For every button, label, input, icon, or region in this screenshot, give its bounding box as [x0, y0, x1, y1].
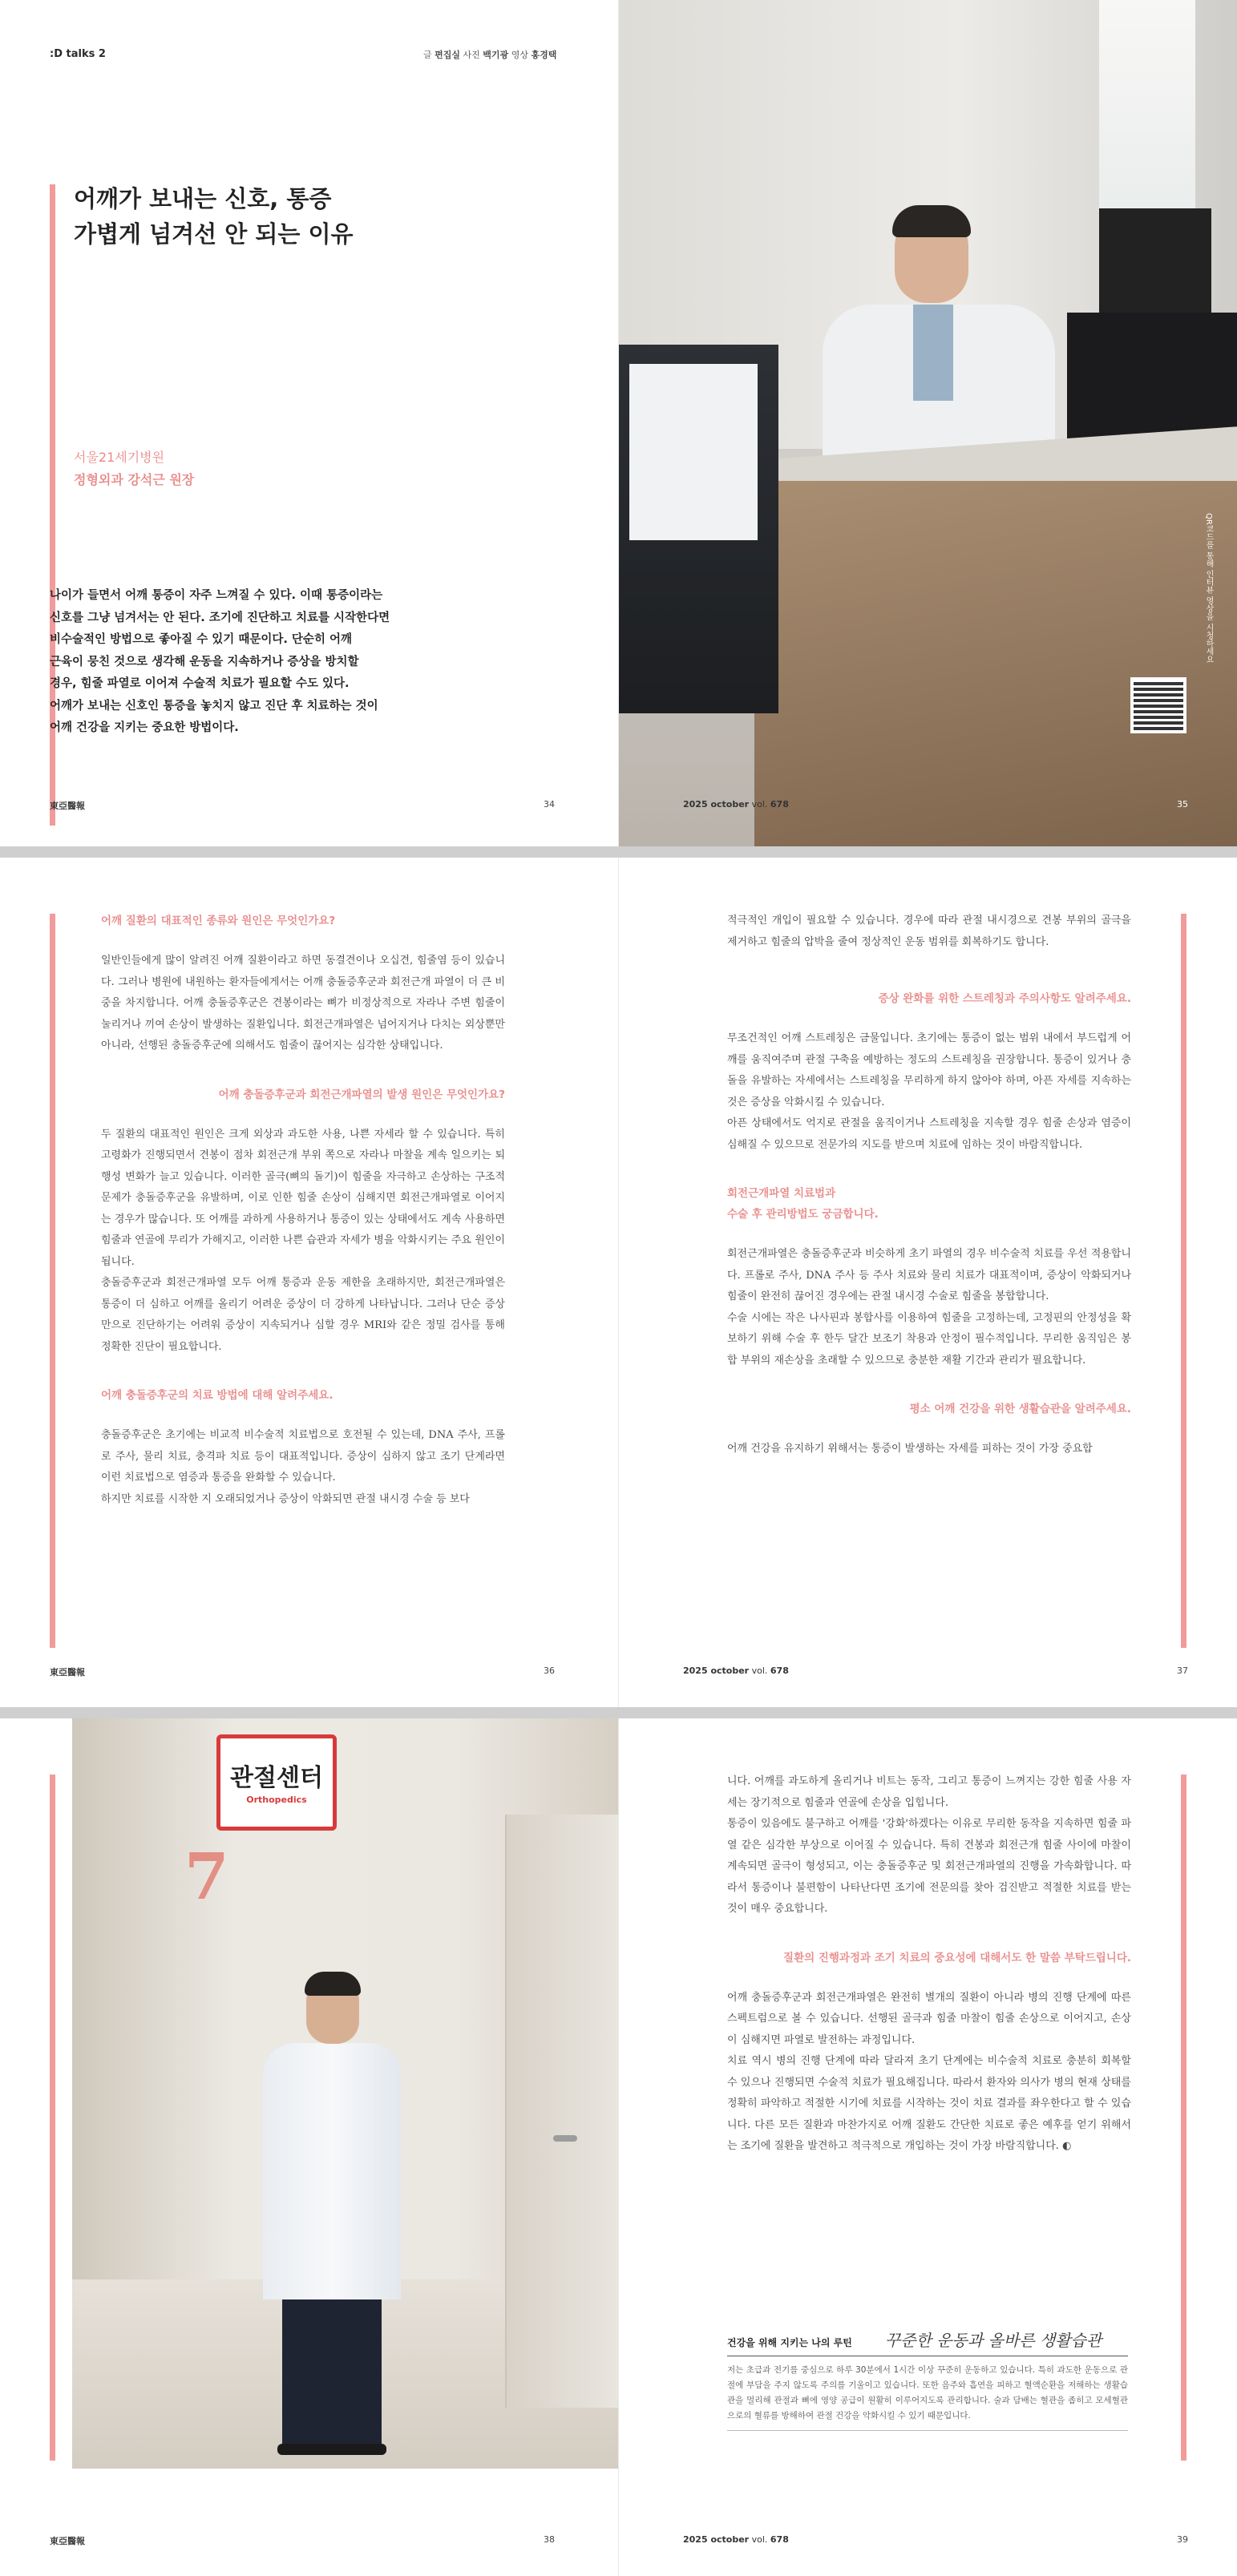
- routine-rule-bottom: [727, 2430, 1128, 2431]
- question-heading: 평소 어깨 건강을 위한 생활습관을 알려주세요.: [909, 1403, 1131, 1415]
- sign-english: Orthopedics: [246, 1795, 307, 1805]
- question-heading: 증상 완화를 위한 스트레칭과 주의사항도 알려주세요.: [878, 992, 1131, 1005]
- photo-doctor-shoes: [277, 2444, 386, 2455]
- writer: 편집실: [435, 50, 461, 60]
- folio-left: 東亞醫報: [50, 801, 85, 811]
- answer-paragraph: 회전근개파열은 충돌증후군과 비슷하게 초기 파열의 경우 비수술적 치료를 우선 적용합니다. 프롤로 주사, DNA 주사 등 주사 치료와 물리 치료가 대표적이며, 증상이 악화되거나 힘줄이 완전히 끊어진 경우에는 관절 내시경 수술로 힘줄을 봉합합니다.: [727, 1248, 1131, 1302]
- answer-text: 치료 역시 병의 진행 단계에 따라 달라져 초기 단계에는 비수술적 치료로 충분히 회복할 수 있으나 진행되면 수술적 치료가 필요해집니다. 따라서 환자와 의사가 병의 현재 상태를 정확히 파악하고 적절한 시기에 치료를 시작하는 것이 치료 결과를 좌우한다고 할 수 있습니다. 다른 모든 질환과 마찬가지로 어깨 질환도 간단한 치료로 좋은 예후를 얻기 위해서는 조기에 질환을 발견하고 적극적으로 개입하는 것이 가장 바람직합니다.: [727, 2055, 1131, 2152]
- wall-number: 7: [184, 1839, 229, 1914]
- question-heading: 어깨 충돌증후군과 회전근개파열의 발생 원인은 무엇인가요?: [218, 1088, 505, 1101]
- vol-label: vol.: [751, 2534, 768, 2545]
- photo-door: [505, 1815, 619, 2408]
- left-accent-bar: [50, 1775, 55, 2461]
- spread-pages-38-39: [0, 1718, 1237, 2576]
- doctor-hallway-photo: [72, 1718, 619, 2469]
- vol-label: vol.: [751, 799, 768, 810]
- qr-code-icon[interactable]: [1130, 677, 1186, 733]
- right-accent-bar: [1181, 914, 1186, 1648]
- orthopedics-sign: [216, 1734, 337, 1831]
- issue-date: 2025 october: [683, 1666, 750, 1676]
- lead-paragraph: [50, 585, 418, 740]
- page-number-left: 36: [544, 1666, 555, 1676]
- right-column: [727, 910, 1131, 1460]
- photographer: 백기광: [483, 50, 509, 60]
- sign-korean: 관절센터: [230, 1764, 323, 1792]
- answer-paragraph: 일반인들에게 많이 알려진 어깨 질환이라고 하면 동결견이나 오십견, 힘줄염 등이 있습니다. 그러나 병원에 내원하는 환자들에게서는 어깨 충돌증후군과 회전근개 파열이 더 큰 비중을 차지합니다. 어깨 충돌증후군은 견봉이라는 뼈가 비정상적으로 자라나 주변 힘줄이 눌리거나 끼여 손상이 발생하는 질환입니다. 회전근개파열은 넘어지거나 다치는 외상뿐만 아니라, 선행된 충돌증후군에 의해서도 힘줄이 끊어지는 심각한 상태입니다.: [101, 955, 505, 1052]
- qr-pattern: [1134, 680, 1183, 730]
- photo-monitor-screen: [629, 364, 758, 540]
- answer-paragraph: 수술 시에는 작은 나사핀과 봉합사를 이용하여 힘줄을 고정하는데, 고정핀의 안정성을 확보하기 위해 수술 후 한두 달간 보조기 착용과 안정이 필수적입니다. 무리한 움직임은 봉합 부위의 재손상을 초래할 수 있으므로 충분한 재활 기간과 관리가 필요합니다.: [727, 1311, 1131, 1367]
- answer-paragraph: 어깨 충돌증후군과 회전근개파열은 완전히 별개의 질환이 아니라 병의 진행 단계에 따른 스펙트럼으로 볼 수 있습니다. 선행된 골극과 힘줄 마찰이 힘줄 손상으로 이어지고, 손상이 심해지면 파열로 발전하는 과정입니다.: [727, 1991, 1131, 2046]
- vol-number: 678: [770, 799, 789, 810]
- credits: [423, 48, 556, 61]
- lead-line: 어깨 건강을 지키는 중요한 방법이다.: [50, 721, 239, 734]
- lead-line: 나이가 들면서 어깨 통증이 자주 느껴질 수 있다. 이때 통증이라는: [50, 589, 383, 602]
- folio-left: 東亞醫報: [50, 1667, 85, 1678]
- gutter: [618, 0, 619, 846]
- right-column: [727, 1771, 1131, 2158]
- folio-left: 東亞醫報: [50, 2536, 85, 2546]
- lead-line: 신호를 그냥 넘겨서는 안 된다. 조기에 진단하고 치료를 시작한다면: [50, 611, 390, 624]
- photo-door-handle: [553, 2135, 577, 2142]
- gutter: [618, 858, 619, 1707]
- question-line: 수술 후 관리방법도 궁금합니다.: [727, 1208, 879, 1221]
- photo-doctor-shirt: [913, 305, 953, 401]
- issue-date: 2025 october: [683, 799, 750, 810]
- answer-paragraph: 니다. 어깨를 과도하게 올리거나 비트는 동작, 그리고 통증이 느껴지는 강한 힘줄 사용 자세는 장기적으로 힘줄과 연골에 손상을 입힙니다.: [727, 1775, 1131, 1809]
- routine-body: 저는 초급과 전기를 중심으로 하루 30분에서 1시간 이상 꾸준히 운동하고 있습니다. 특히 과도한 운동으로 관절에 부담을 주지 않도록 주의를 기울이고 있습니다. 또한 음주와 흡연을 피하고 혈액순환을 저해하는 생활습관을 멀리해 관절과 뼈에 영양 공급이 원활히 이루어지도록 관리합니다. 술과 담배는 혈관을 좁히고 모세혈관으로의 혈류를 방해하여 관절 건강을 악화시킬 수 있기 때문입니다.: [727, 2365, 1128, 2421]
- right-accent-bar: [1181, 1775, 1186, 2461]
- routine-label: 건강을 위해 지키는 나의 루틴: [727, 2337, 852, 2348]
- photo-doctor-hair: [892, 205, 971, 237]
- title-line-2: 가볍게 넘겨선 안 되는 이유: [74, 220, 354, 248]
- answer-paragraph: 하지만 치료를 시작한 지 오래되었거나 증상이 악화되면 관절 내시경 수술 등 보다: [101, 1492, 470, 1505]
- lead-line: 비수술적인 방법으로 좋아질 수 있기 때문이다. 단순히 어깨: [50, 633, 353, 646]
- photo-desk: [751, 481, 1237, 846]
- lead-line: 근육이 뭉친 것으로 생각해 운동을 지속하거나 증상을 방치할: [50, 655, 359, 668]
- photo-doctor-legs: [282, 2295, 382, 2448]
- answer-paragraph: 두 질환의 대표적인 원인은 크게 외상과 과도한 사용, 나쁜 자세라 할 수 있습니다. 특히 고령화가 진행되면서 견봉이 점차 회전근개 부위 쪽으로 자라나 마찰을 계속 일으키는 퇴행성 변화가 늘고 있습니다. 이러한 골극(뼈의 돌기)이 힘줄을 자극하고 손상하는 구조적 문제가 충돌증후군을 유발하며, 이로 인한 힘줄 손상이 심해지면 회전근개파열로 이어지는 경우가 많습니다. 또 어깨를 과하게 사용하거나 통증이 있는 상태에서도 계속 사용하면 힘줄과 연골에 무리가 가해지고, 이러한 나쁜 습관과 자세가 병을 악화시키는 주요 원인이 됩니다.: [101, 1128, 505, 1268]
- answer-paragraph: 충돌증후군은 초기에는 비교적 비수술적 치료법으로 호전될 수 있는데, DNA 주사, 프롤로 주사, 물리 치료, 충격파 치료 등이 대표적입니다. 증상이 심하지 않고 조기 단계라면 이런 치료법으로 염증과 통증을 완화할 수 있습니다.: [101, 1429, 505, 1484]
- vol-number: 678: [770, 1666, 789, 1676]
- routine-box: [727, 2328, 1128, 2431]
- page-number-right: 39: [1177, 2534, 1188, 2545]
- issue-info: [683, 799, 789, 810]
- end-mark-icon: ◐: [1062, 2140, 1072, 2152]
- issue-info: [683, 1666, 789, 1676]
- spread-pages-36-37: [0, 858, 1237, 1707]
- lead-line: 어깨가 보내는 신호인 통증을 놓치지 않고 진단 후 치료하는 것이: [50, 699, 378, 713]
- vol-number: 678: [770, 2534, 789, 2545]
- answer-paragraph: [727, 2051, 1131, 2158]
- photo-label: 사진: [463, 50, 480, 60]
- article-title: [74, 181, 354, 252]
- qr-instruction-text: QR코드를 통해 인터뷰 영상을 시청하세요: [1204, 513, 1213, 664]
- question-heading: [727, 1183, 1131, 1225]
- magazine-logo: :D talks 2: [50, 48, 106, 60]
- question-heading: 어깨 충돌증후군의 치료 방법에 대해 알려주세요.: [101, 1389, 334, 1402]
- video-label: 영상: [511, 50, 528, 60]
- answer-paragraph: 어깨 건강을 유지하기 위해서는 통증이 발생하는 자세를 피하는 것이 가장 중요합: [727, 1443, 1093, 1455]
- page-number-right: 35: [1177, 799, 1188, 810]
- question-line: 회전근개파열 치료법과: [727, 1187, 836, 1200]
- issue-info: [683, 2534, 789, 2545]
- question-heading: 어깨 질환의 대표적인 종류와 원인은 무엇인가요?: [101, 915, 336, 927]
- issue-date: 2025 october: [683, 2534, 750, 2545]
- vol-label: vol.: [751, 1666, 768, 1676]
- left-accent-bar: [50, 914, 55, 1648]
- question-heading: 질환의 진행과정과 조기 치료의 중요성에 대해서도 한 말씀 부탁드립니다.: [783, 1951, 1131, 1964]
- doctor-name: 정형외과 강석근 원장: [74, 472, 195, 487]
- page-number-right: 37: [1177, 1666, 1188, 1676]
- answer-paragraph: 충돌증후군과 회전근개파열 모두 어깨 통증과 운동 제한을 초래하지만, 회전근개파열은 통증이 더 심하고 어깨를 올리기 어려운 증상이 더 강하게 나타납니다. 그러나 단순 증상만으로 진단하기는 어려워 증상이 지속되거나 심할 경우 MRI와 같은 정밀 검사를 통해 정확한 진단이 필요합니다.: [101, 1277, 505, 1353]
- gutter: [618, 1718, 619, 2576]
- title-line-1: 어깨가 보내는 신호, 통증: [74, 185, 332, 212]
- answer-paragraph: 통증이 있음에도 불구하고 어깨를 '강화'하겠다는 이유로 무리한 동작을 지속하면 힘줄 파열 같은 심각한 부상으로 이어질 수 있습니다. 특히 견봉과 회전근개 힘줄 사이에 마찰이 계속되면 골극이 형성되고, 이는 충돌증후군 및 회전근개파열의 진행을 가속화합니다. 따라서 통증이나 불편함이 나타난다면 조기에 전문의를 찾아 검진받고 적절한 치료를 받는 것이 매우 중요합니다.: [727, 1818, 1131, 1915]
- hospital-name: 서울21세기병원: [74, 450, 165, 465]
- answer-paragraph: 적극적인 개입이 필요할 수 있습니다. 경우에 따라 관절 내시경으로 견봉 부위의 골극을 제거하고 힘줄의 압박을 줄여 정상적인 운동 범위를 회복하기도 합니다.: [727, 915, 1131, 948]
- photo-doctor-hair: [305, 1972, 361, 1996]
- writer-label: 글: [423, 50, 432, 60]
- lead-line: 경우, 힘줄 파열로 이어져 수술적 치료가 필요할 수도 있다.: [50, 677, 350, 690]
- page-number-left: 34: [544, 799, 555, 810]
- spread-pages-34-35: [0, 0, 1237, 846]
- page-number-left: 38: [544, 2534, 555, 2545]
- answer-paragraph: 무조건적인 어깨 스트레칭은 금물입니다. 초기에는 통증이 없는 범위 내에서 부드럽게 어깨를 움직여주며 관절 구축을 예방하는 정도의 스트레칭을 권장합니다. 통증이 있거나 충돌을 유발하는 자세에서는 스트레칭을 무리하게 하지 않아야 하며, 아픈 자세를 지속하는 것은 증상을 악화시킬 수 있습니다.: [727, 1032, 1131, 1108]
- routine-script-title: 꾸준한 운동과 올바른 생활습관: [884, 2331, 1102, 2350]
- videographer: 홍경택: [531, 50, 557, 60]
- photo-doctor-coat: [263, 2043, 401, 2299]
- left-column: [101, 910, 505, 1510]
- answer-paragraph: 아픈 상태에서도 억지로 관절을 움직이거나 스트레칭을 지속할 경우 힘줄 손상과 염증이 심해질 수 있으므로 전문가의 지도를 받으며 치료에 임하는 것이 바람직합니다.: [727, 1117, 1131, 1151]
